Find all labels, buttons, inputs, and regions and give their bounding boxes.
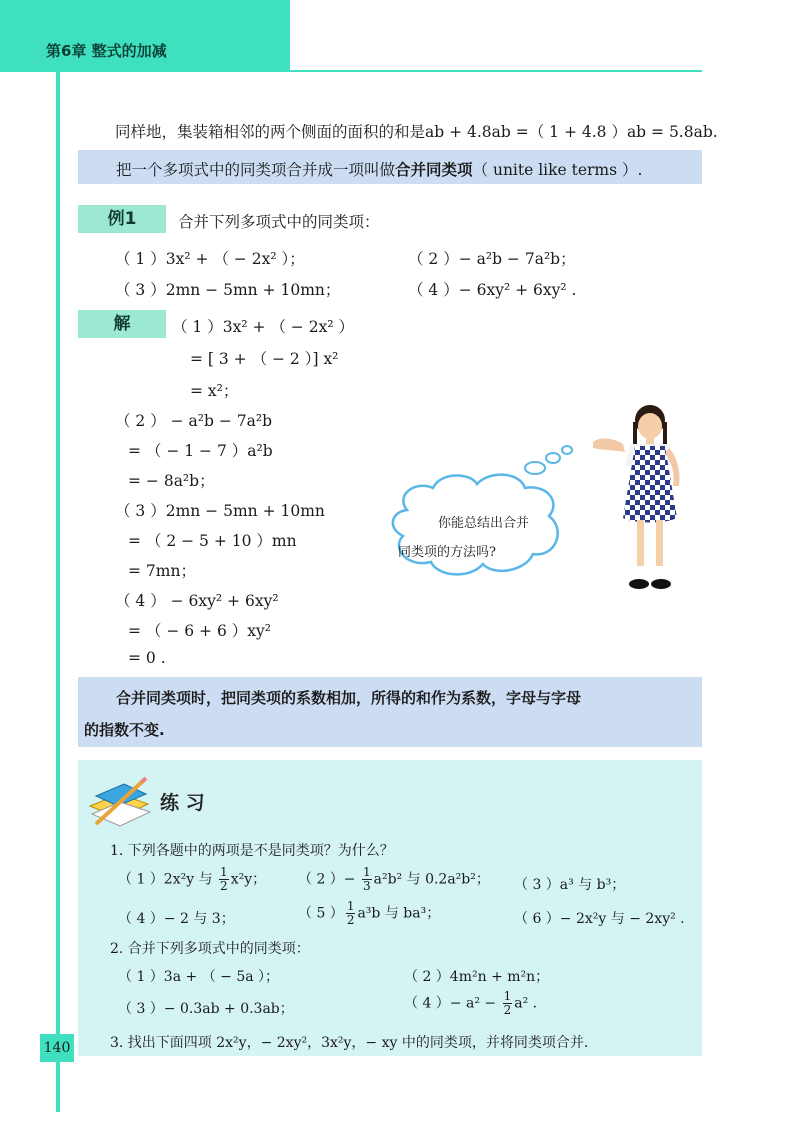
solution-line: （ 2 ） − a²b − 7a²b xyxy=(115,412,273,430)
example-label: 例1 xyxy=(78,205,166,233)
chapter-title: 第6章 整式的加减 xyxy=(46,42,167,60)
example-prompt: 合并下列多项式中的同类项： xyxy=(178,213,380,231)
q1-item-post: a²b² 与 0.2a²b²； xyxy=(373,871,490,888)
fraction-numerator: 1 xyxy=(503,989,512,1003)
q2-prompt: 2. 合并下列多项式中的同类项： xyxy=(110,941,310,957)
solution-line: = 0 . xyxy=(128,649,166,667)
notebook-pencil-icon xyxy=(86,774,154,828)
q1-prompt: 1. 下列各题中的两项是不是同类项？为什么？ xyxy=(110,843,394,859)
q2-item: （ 3 ）− 0.3ab + 0.3ab； xyxy=(118,1001,294,1017)
fraction-denominator: 2 xyxy=(503,1003,512,1017)
definition-suffix: （ unite like terms ）. xyxy=(472,161,643,179)
example-problem: （ 3 ）2mn − 5mn + 10mn； xyxy=(115,281,341,299)
girl-illustration-icon xyxy=(585,400,700,605)
definition-text xyxy=(116,158,642,180)
q1-item-post: x²y； xyxy=(230,871,267,888)
q1-item: （ 3 ）a³ 与 b³； xyxy=(514,877,626,893)
chapter-header-bar xyxy=(0,0,290,72)
fraction-denominator: 3 xyxy=(363,879,371,893)
practice-title: 练 习 xyxy=(160,792,205,814)
q3-text: 3. 找出下面四项 2x²y，− 2xy²，3x²y，− xy 中的同类项，并将同类项合并. xyxy=(110,1035,589,1051)
solution-line: = （ − 6 + 6 ）xy² xyxy=(128,622,271,640)
fraction-denominator: 2 xyxy=(346,913,355,927)
definition-prefix: 把一个多项式中的同类项合并成一项叫做 xyxy=(116,161,396,179)
solution-line: = − 8a²b； xyxy=(128,472,215,490)
fraction-numerator: 1 xyxy=(346,899,355,913)
fraction xyxy=(503,990,513,1017)
solution-line: （ 1 ）3x² + （ − 2x² ） xyxy=(172,318,354,336)
solution-line: = （ − 1 − 7 ）a²b xyxy=(128,442,273,460)
practice-panel xyxy=(78,760,702,1056)
definition-term: 合并同类项 xyxy=(395,161,473,179)
fraction-numerator: 1 xyxy=(363,865,371,879)
bubble-line-1: 你能总结出合并 xyxy=(438,516,530,531)
rule-box xyxy=(78,677,702,747)
bubble-line-2: 同类项的方法吗? xyxy=(398,545,496,560)
q1-item-post: a³b 与 ba³； xyxy=(357,905,441,922)
example-problem: （ 4 ）− 6xy² + 6xy² . xyxy=(408,281,577,299)
q1-item xyxy=(298,900,440,927)
fraction-denominator: 2 xyxy=(220,879,228,893)
fraction-numerator: 1 xyxy=(220,865,228,879)
solution-line: = 7mn； xyxy=(128,562,196,580)
fraction xyxy=(346,900,356,927)
q2-item: （ 2 ）4m²n + m²n； xyxy=(404,969,550,985)
q1-item-pre: （ 2 ）− xyxy=(298,871,360,888)
intro-text: 同样地，集装箱相邻的两个侧面的面积的和是ab + 4.8ab =（ 1 + 4.8 ）ab = 5.8ab. xyxy=(115,123,718,141)
rule-line-1: 合并同类项时，把同类项的系数相加，所得的和作为系数，字母与字母 xyxy=(116,689,582,707)
page-number: 140 xyxy=(40,1034,74,1062)
q2-item-post: a² . xyxy=(514,995,538,1012)
q1-item-pre: （ 5 ） xyxy=(298,905,344,922)
solution-label: 解 xyxy=(78,310,166,338)
q1-item xyxy=(118,866,266,893)
solution-line: （ 3 ）2mn − 5mn + 10mn xyxy=(115,502,325,520)
left-margin-rule xyxy=(56,72,60,1112)
fraction xyxy=(362,866,372,893)
q1-item xyxy=(298,866,490,893)
q1-item-pre: （ 1 ）2x²y 与 xyxy=(118,871,218,888)
definition-box xyxy=(78,150,702,184)
fraction xyxy=(219,866,229,893)
rule-line-2: 的指数不变. xyxy=(84,721,165,739)
header-rule xyxy=(290,70,702,72)
q1-item: （ 6 ）− 2x²y 与 − 2xy² . xyxy=(514,911,685,927)
q1-item: （ 4 ）− 2 与 3； xyxy=(118,911,235,927)
q2-item xyxy=(404,990,537,1017)
solution-line: = x²； xyxy=(190,382,239,400)
solution-line: = [ 3 + （ − 2 ）] x² xyxy=(190,350,339,368)
example-problem: （ 1 ）3x² + （ − 2x² ）； xyxy=(115,250,305,268)
q2-item-pre: （ 4 ）− a² − xyxy=(404,995,501,1012)
example-problem: （ 2 ）− a²b − 7a²b； xyxy=(408,250,576,268)
solution-line: = （ 2 − 5 + 10 ）mn xyxy=(128,532,297,550)
solution-line: （ 4 ） − 6xy² + 6xy² xyxy=(115,592,279,610)
q2-item: （ 1 ）3a + （ − 5a ）； xyxy=(118,969,280,985)
